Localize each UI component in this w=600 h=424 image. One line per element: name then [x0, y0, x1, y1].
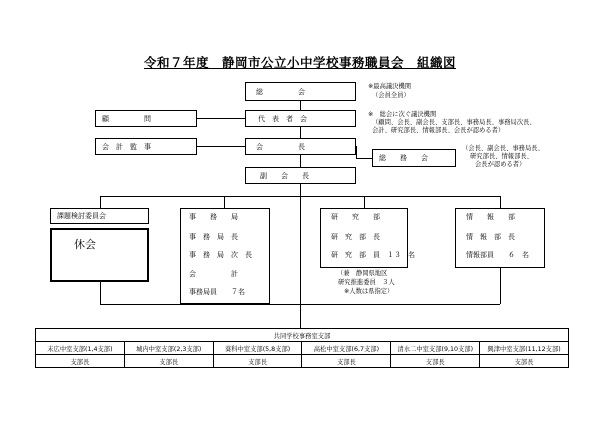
president-label: 会 長: [256, 143, 305, 151]
representatives-label: 代 表 者 会: [258, 115, 307, 123]
committee-status-label: 休会: [74, 238, 96, 251]
general-affairs-note-2: 研究部長、情報部長、: [470, 153, 533, 160]
branch-name: 興津中室支部(11,12支部): [480, 342, 569, 355]
branch-table-title: 共同学校事務室支部: [36, 329, 569, 342]
representatives-box: [245, 110, 356, 127]
research-connector: [364, 196, 365, 208]
branch-head: 支部長: [480, 355, 569, 368]
president-box: [245, 138, 356, 155]
general-affairs-label: 総 務 会: [379, 154, 428, 162]
auditor-label: 会 計 監 事: [102, 143, 151, 151]
info-row-1: 情 報 部 長: [466, 233, 515, 241]
page-title: 令和７年度 静岡市公立小中学校事務職員会 組織図: [143, 55, 456, 70]
research-note-2: 研究推進委員 ３人: [338, 279, 395, 286]
branch-vertical-connector: [300, 304, 301, 328]
advisor-box: [95, 110, 197, 127]
info-connector: [500, 196, 501, 208]
branch-name: 高松中室支部(6,7支部): [302, 342, 391, 355]
general-affairs-box: [372, 149, 456, 167]
secretariat-row-1: 事 務 局 長: [189, 233, 238, 241]
general-affairs-connector-vertical: [356, 146, 357, 158]
branch-name: 清水二中室支部(9,10支部): [391, 342, 480, 355]
info-box: [455, 208, 545, 268]
secretariat-row-2: 事 務 局 次 長: [189, 251, 252, 259]
branch-head: 支部長: [213, 355, 302, 368]
general-affairs-connector: [356, 158, 372, 159]
info-row-2: 情報部員 ６ 名: [466, 251, 529, 259]
research-note-3: ※人数は県指定）: [344, 288, 394, 295]
department-horizontal-connector: [100, 196, 500, 197]
general-assembly-note-1: ※最高議決機関: [368, 83, 412, 90]
committee-box: [50, 208, 149, 224]
committee-label: 課題検討委員会: [57, 212, 106, 220]
branch-head: 支部長: [124, 355, 213, 368]
info-down-connector: [500, 268, 501, 304]
representatives-note-2: （顧問、会長、副会長、支部長、事務局長、事務局次長、: [372, 119, 536, 126]
committee-down-connector: [100, 282, 101, 304]
vice-president-box: [245, 167, 356, 184]
representatives-note-1: ※ 総会に次ぐ議決機関: [368, 111, 437, 118]
general-assembly-label: 総 会: [256, 88, 305, 96]
secretariat-row-4: 事務局員 ７名: [189, 288, 245, 296]
branch-head: 支部長: [391, 355, 480, 368]
vice-president-label: 副 会 長: [260, 172, 309, 180]
research-row-1: 研 究 部 長: [331, 233, 380, 241]
general-assembly-note-2: （会員全員）: [372, 92, 410, 99]
secretariat-connector: [224, 196, 225, 208]
branch-head: 支部長: [302, 355, 391, 368]
advisor-label: 顧 問: [102, 115, 151, 123]
general-affairs-note-1: （会長、副会長、事務局長、: [462, 145, 544, 152]
branch-head: 支部長: [36, 355, 125, 368]
representatives-note-3: 会計、研究部長、情報部長、会長が認める者）: [372, 127, 505, 134]
auditor-connector: [197, 146, 245, 147]
research-header: 研 究 部: [331, 213, 380, 221]
general-assembly-box: [245, 82, 356, 101]
branch-name: 城内中室支部(2,3支部): [124, 342, 213, 355]
general-affairs-note-3: 会長が認める者）: [475, 161, 526, 168]
committee-status-box: [50, 228, 149, 282]
research-row-2: 研 究 部 員 １３ 名: [331, 251, 415, 259]
secretariat-row-3: 会 計: [189, 270, 238, 278]
advisor-connector: [197, 118, 245, 119]
research-note-1: （兼 静岡県地区: [337, 270, 388, 277]
secretariat-box: [180, 208, 270, 304]
research-box: [320, 208, 415, 268]
committee-connector: [100, 196, 101, 208]
branch-name: 末広中室支部(1,4支部): [36, 342, 125, 355]
secretariat-header: 事 務 局: [189, 213, 238, 221]
branch-name: 葵科中室支部(5,8支部): [213, 342, 302, 355]
auditor-box: [95, 138, 197, 155]
info-header: 情 報 部: [466, 213, 515, 221]
branch-table: [35, 328, 569, 368]
